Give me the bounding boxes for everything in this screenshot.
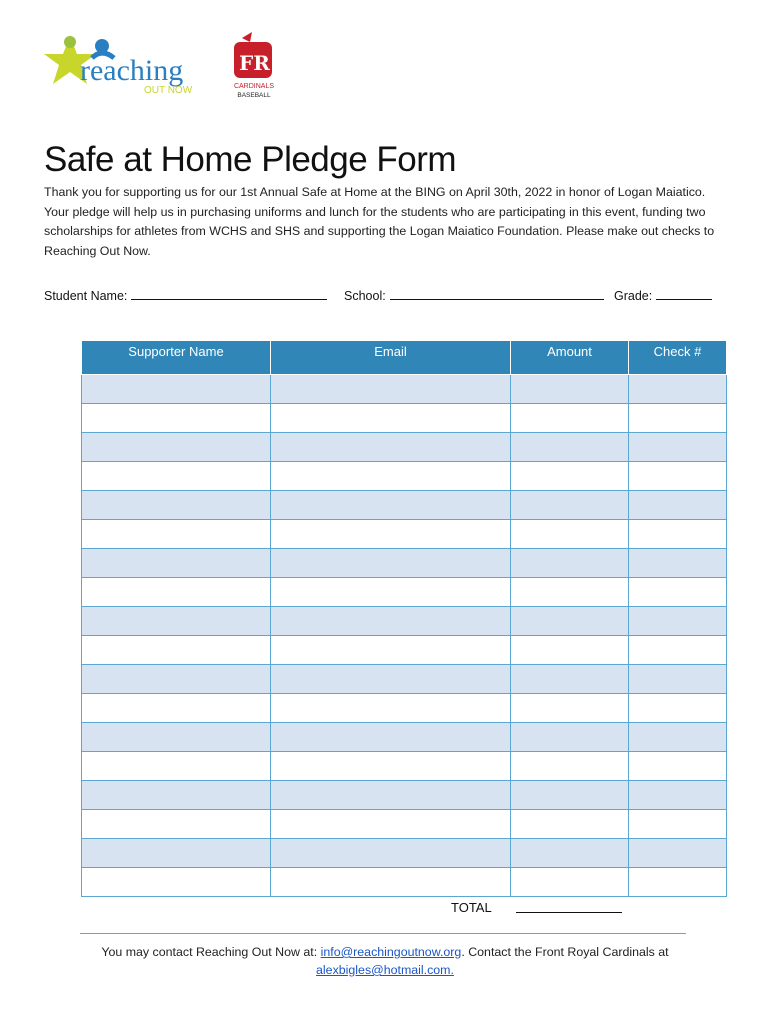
cell-email[interactable] [271,694,511,723]
cell-supporter-name[interactable] [82,636,271,665]
contact-text [60,943,710,979]
cell-check-number[interactable] [629,462,727,491]
table-row [82,868,727,897]
cell-check-number[interactable] [629,520,727,549]
cell-email[interactable] [271,868,511,897]
pledge-table-body [82,375,727,897]
page-title: Safe at Home Pledge Form [44,140,457,179]
cell-supporter-name[interactable] [82,607,271,636]
student-name-label: Student Name: [44,289,128,303]
cell-check-number[interactable] [629,404,727,433]
cell-supporter-name[interactable] [82,491,271,520]
school-field[interactable] [344,287,604,303]
cell-email[interactable] [271,375,511,404]
table-row [82,665,727,694]
cell-check-number[interactable] [629,665,727,694]
cell-amount[interactable] [511,781,629,810]
table-row [82,549,727,578]
cell-check-number[interactable] [629,433,727,462]
school-label: School: [344,289,386,303]
table-row [82,375,727,404]
table-row [82,636,727,665]
column-header-amount: Amount [511,341,629,375]
cell-amount[interactable] [511,375,629,404]
table-row [82,723,727,752]
cell-email[interactable] [271,839,511,868]
cell-check-number[interactable] [629,781,727,810]
cell-email[interactable] [271,491,511,520]
footer-divider [80,933,686,934]
cardinals-baseball-logo [228,30,280,102]
student-name-field[interactable] [44,287,327,303]
cell-amount[interactable] [511,520,629,549]
cell-check-number[interactable] [629,723,727,752]
cell-amount[interactable] [511,665,629,694]
grade-label: Grade: [614,289,653,303]
cardinals-email-link[interactable]: alexbigles@hotmail.com. [316,963,454,977]
cell-supporter-name[interactable] [82,375,271,404]
table-row [82,462,727,491]
table-row [82,752,727,781]
table-row [82,491,727,520]
cell-supporter-name[interactable] [82,404,271,433]
reaching-out-now-email-link[interactable]: info@reachingoutnow.org [320,945,462,959]
pledge-table [81,341,727,897]
column-header-supporter-name: Supporter Name [82,341,271,375]
cell-supporter-name[interactable] [82,694,271,723]
cell-check-number[interactable] [629,810,727,839]
cell-check-number[interactable] [629,607,727,636]
cell-amount[interactable] [511,839,629,868]
cell-supporter-name[interactable] [82,578,271,607]
cell-amount[interactable] [511,404,629,433]
cell-amount[interactable] [511,636,629,665]
cell-amount[interactable] [511,433,629,462]
cell-amount[interactable] [511,694,629,723]
cell-amount[interactable] [511,462,629,491]
student-info-fields [44,287,734,307]
cell-amount[interactable] [511,723,629,752]
cell-check-number[interactable] [629,549,727,578]
cell-email[interactable] [271,723,511,752]
table-row [82,694,727,723]
cell-email[interactable] [271,607,511,636]
cell-email[interactable] [271,781,511,810]
reaching-word: reaching [80,54,184,87]
cell-supporter-name[interactable] [82,752,271,781]
cell-supporter-name[interactable] [82,868,271,897]
table-row [82,781,727,810]
cardinals-initials: FR [239,51,270,75]
cell-check-number[interactable] [629,375,727,404]
cell-email[interactable] [271,520,511,549]
cell-supporter-name[interactable] [82,549,271,578]
table-row [82,433,727,462]
cell-email[interactable] [271,810,511,839]
cell-email[interactable] [271,462,511,491]
cell-amount[interactable] [511,578,629,607]
cell-email[interactable] [271,752,511,781]
cardinals-word: CARDINALS [233,83,275,90]
table-row [82,578,727,607]
cell-email[interactable] [271,433,511,462]
cell-amount[interactable] [511,868,629,897]
cell-check-number[interactable] [629,868,727,897]
cell-amount[interactable] [511,810,629,839]
cell-email[interactable] [271,578,511,607]
cell-amount[interactable] [511,549,629,578]
cell-supporter-name[interactable] [82,781,271,810]
cell-supporter-name[interactable] [82,723,271,752]
total-label: TOTAL [451,900,492,915]
cell-supporter-name[interactable] [82,810,271,839]
cell-supporter-name[interactable] [82,520,271,549]
cell-amount[interactable] [511,607,629,636]
student-name-line[interactable] [131,287,327,300]
cell-check-number[interactable] [629,839,727,868]
cell-check-number[interactable] [629,636,727,665]
cell-check-number[interactable] [629,694,727,723]
cell-check-number[interactable] [629,752,727,781]
cell-supporter-name[interactable] [82,839,271,868]
pledge-table-header [82,341,727,375]
total-line[interactable] [516,912,622,913]
cell-amount[interactable] [511,752,629,781]
table-row [82,839,727,868]
table-row [82,404,727,433]
grade-field[interactable] [614,287,712,303]
intro-paragraph: Thank you for supporting us for our 1st Annual Safe at Home at the BING on April 30th, 2022 in honor of Logan Maiatico. Your pledge will help us in purchasing uniforms and lunch for the students who are participating in this event, funding two scholarships for athletes from WCHS and SHS and supporting the Logan Maiatico Foundation. Please make out checks to Reaching Out Now. [44,185,715,258]
header-logos [44,30,284,104]
table-row [82,607,727,636]
grade-line[interactable] [656,287,712,300]
table-row [82,810,727,839]
out-now-word: OUT NOW [144,85,193,96]
cell-email[interactable] [271,549,511,578]
column-header-email: Email [271,341,511,375]
column-header-check-number: Check # [629,341,727,375]
table-row [82,520,727,549]
contact-prefix: You may contact Reaching Out Now at: [101,945,321,959]
cell-amount[interactable] [511,491,629,520]
cell-supporter-name[interactable] [82,665,271,694]
cell-email[interactable] [271,404,511,433]
cell-check-number[interactable] [629,578,727,607]
cell-supporter-name[interactable] [82,433,271,462]
cell-email[interactable] [271,665,511,694]
contact-middle: . Contact the Front Royal Cardinals at [461,945,669,959]
reaching-out-now-logo [44,30,214,102]
cell-email[interactable] [271,636,511,665]
baseball-word: BASEBALL [237,92,271,99]
cell-check-number[interactable] [629,491,727,520]
cell-supporter-name[interactable] [82,462,271,491]
school-line[interactable] [390,287,604,300]
